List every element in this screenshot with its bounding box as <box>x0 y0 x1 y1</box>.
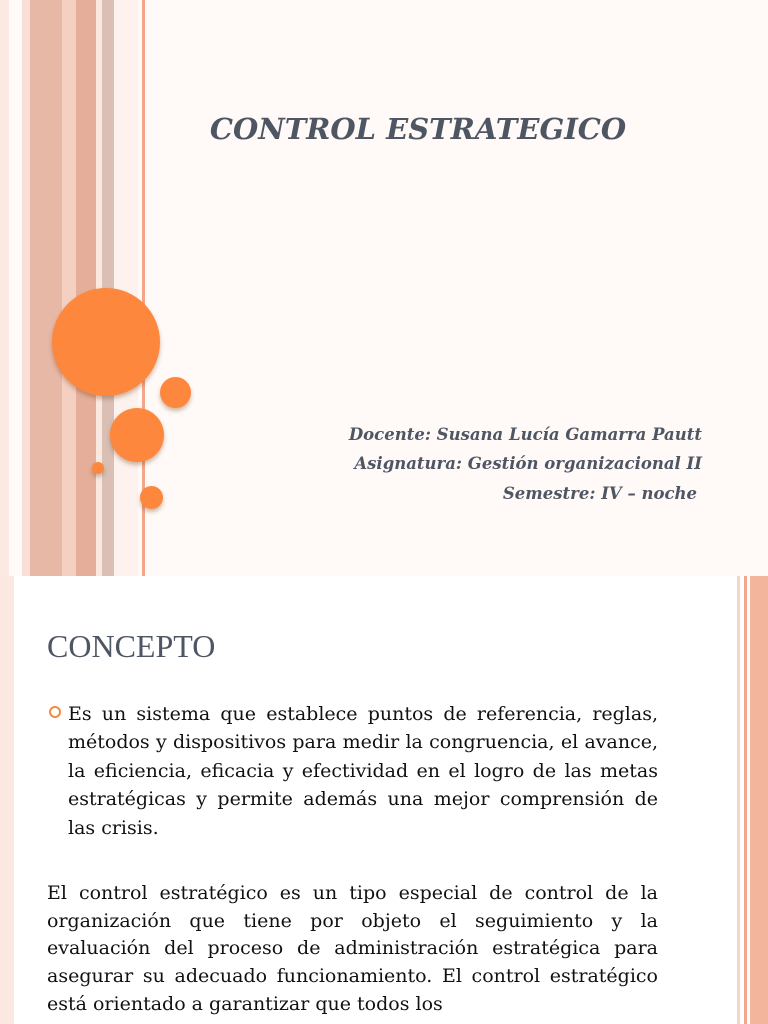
body-paragraph: El control estratégico es un tipo especial de control de la organización que tiene por objeto el seguimiento y la evaluación del proceso de administración estratégica para asegurar su adecuado funcionamiento. El control estratégico está orientado a garantizar que todos los <box>47 882 658 1015</box>
concept-title: CONCEPTO <box>47 628 216 664</box>
decorative-circle-small <box>140 486 163 509</box>
decorative-circle-large <box>52 288 160 396</box>
decorative-stripe <box>0 0 9 576</box>
decorative-stripe <box>22 0 30 576</box>
slide-title: CONTROL ESTRATEGICO <box>209 112 627 146</box>
decorative-stripe <box>737 576 740 1024</box>
decorative-circle-small <box>160 377 191 408</box>
teacher-line: Docente: Susana Lucía Gamarra Pautt <box>348 425 702 444</box>
subject-line: Asignatura: Gestión organizacional II <box>354 454 702 473</box>
decorative-stripe <box>0 576 14 1024</box>
decorative-circle-tiny <box>92 462 104 474</box>
semester-line: Semestre: IV – noche <box>502 484 697 503</box>
decorative-stripe <box>30 0 62 576</box>
bullet-ring-icon <box>49 706 61 718</box>
decorative-stripe <box>744 576 747 1024</box>
decorative-stripe <box>62 0 76 576</box>
bullet-text: Es un sistema que establece puntos de referencia, reglas, métodos y dispositivos para medir la congruencia, el avance, la eficiencia, eficacia y efectividad en el logro de las metas estratégicas y permite además una mejor comprensión de las crisis. <box>68 703 658 839</box>
decorative-stripe <box>76 0 96 576</box>
decorative-circle-medium <box>110 408 164 462</box>
decorative-stripe <box>750 576 768 1024</box>
decorative-stripe <box>114 0 138 576</box>
